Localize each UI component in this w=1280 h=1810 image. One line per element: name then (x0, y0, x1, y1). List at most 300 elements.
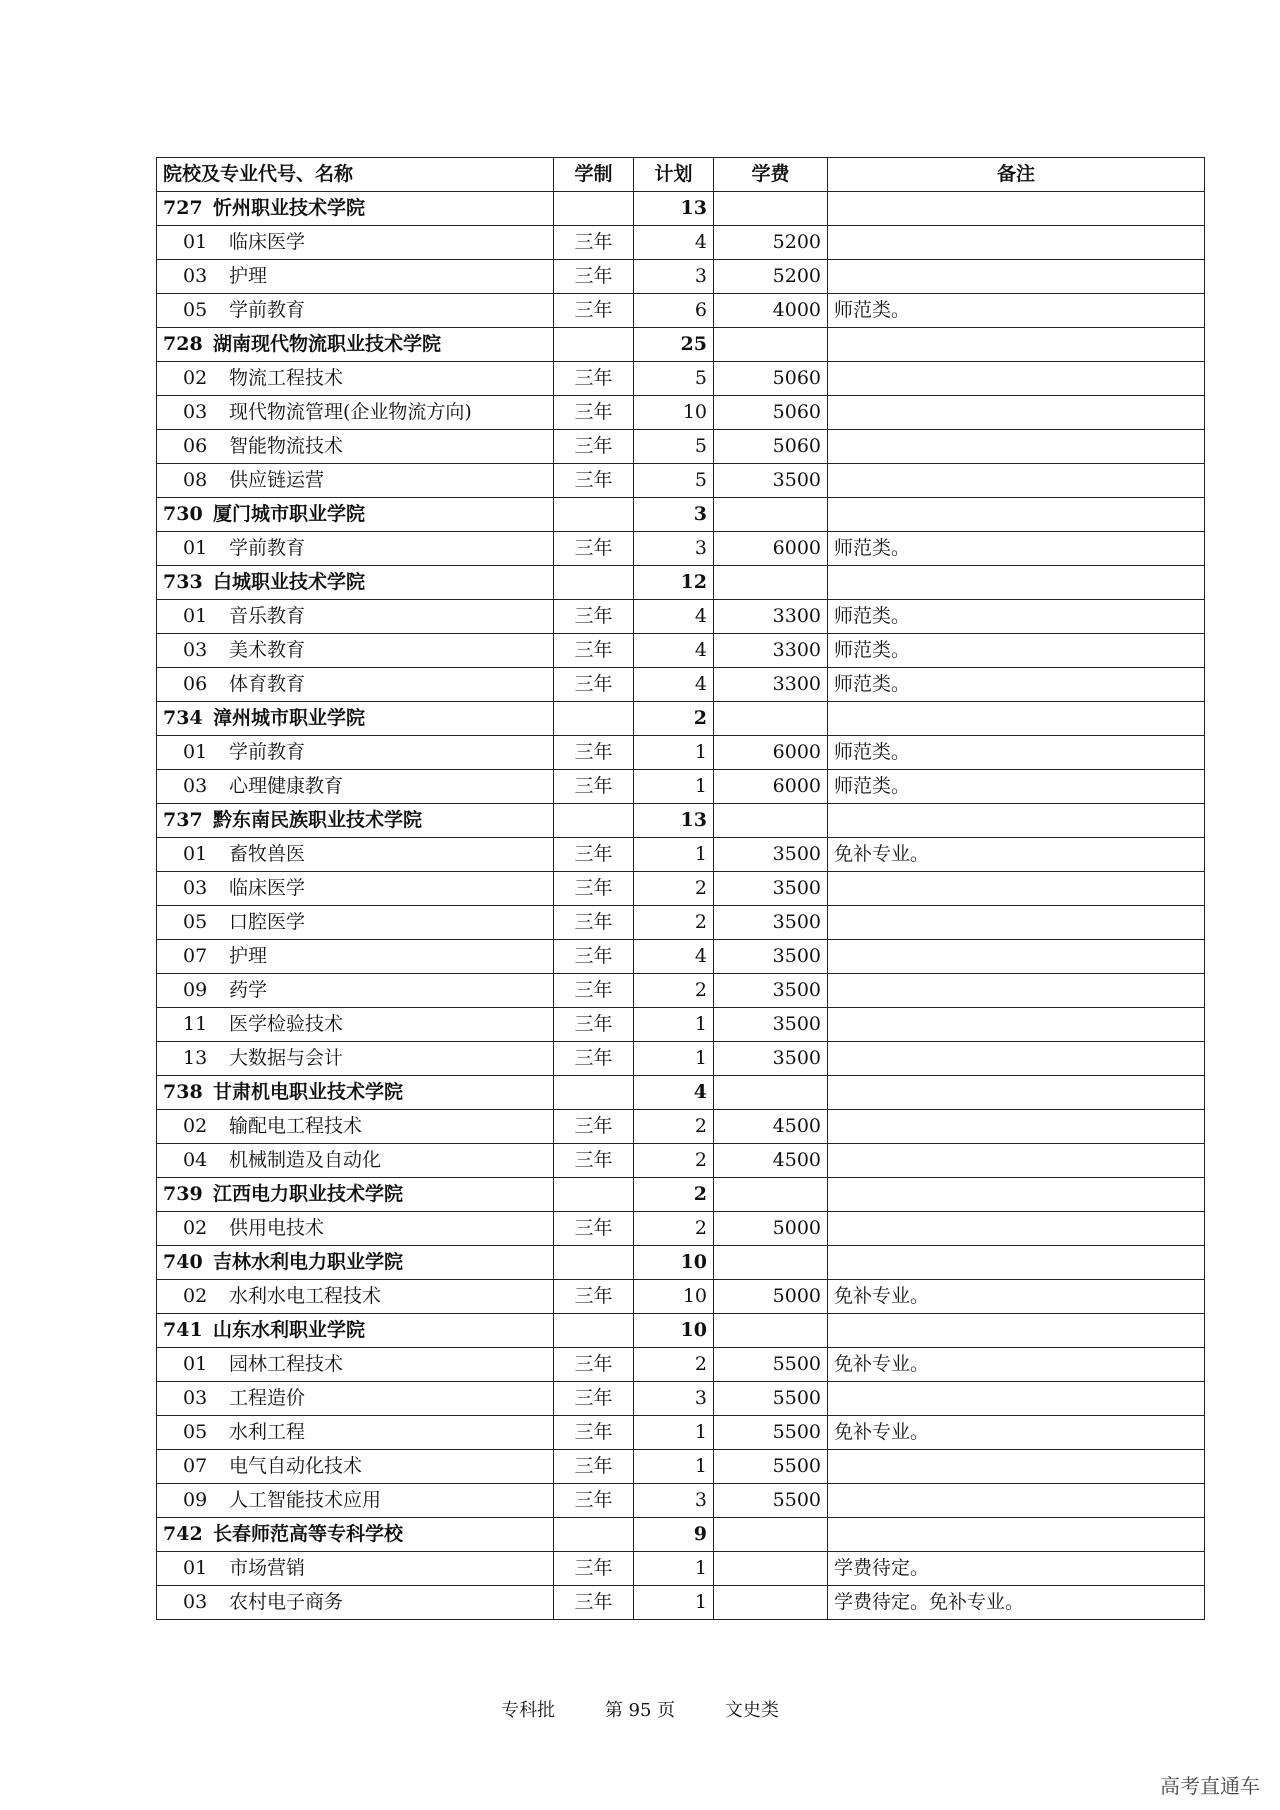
cell-name (157, 294, 554, 328)
footer-page: 第 95 页 (604, 1700, 676, 1721)
major-row (157, 1144, 1205, 1178)
major-name: 电气自动化技术 (229, 1455, 363, 1477)
cell-plan: 1 (634, 1586, 714, 1620)
major-row (157, 1110, 1205, 1144)
cell-length: 三年 (554, 1382, 634, 1416)
cell-plan: 1 (634, 1008, 714, 1042)
cell-length: 三年 (554, 1484, 634, 1518)
cell-name (157, 362, 554, 396)
cell-name (157, 1246, 554, 1280)
school-name: 厦门城市职业学院 (213, 503, 366, 525)
cell-note (828, 396, 1205, 430)
cell-name (157, 804, 554, 838)
cell-length: 三年 (554, 1552, 634, 1586)
cell-name (157, 668, 554, 702)
cell-plan: 2 (634, 1212, 714, 1246)
major-code: 13 (183, 1047, 208, 1069)
major-row (157, 736, 1205, 770)
cell-length (554, 566, 634, 600)
cell-length: 三年 (554, 226, 634, 260)
cell-name (157, 396, 554, 430)
cell-length: 三年 (554, 736, 634, 770)
major-code: 02 (183, 1217, 208, 1239)
cell-fee: 5500 (714, 1484, 828, 1518)
school-name: 甘肃机电职业技术学院 (213, 1081, 404, 1103)
major-name: 学前教育 (229, 741, 306, 763)
cell-length: 三年 (554, 1144, 634, 1178)
major-code: 01 (183, 231, 208, 253)
major-name: 畜牧兽医 (229, 843, 306, 865)
cell-fee: 5200 (714, 260, 828, 294)
cell-plan: 10 (634, 1280, 714, 1314)
major-code: 01 (183, 537, 208, 559)
cell-fee (714, 566, 828, 600)
cell-fee: 3500 (714, 464, 828, 498)
major-name: 音乐教育 (229, 605, 306, 627)
school-code: 742 (163, 1523, 203, 1545)
major-name: 口腔医学 (229, 911, 306, 933)
school-code: 727 (163, 197, 203, 219)
cell-plan: 9 (634, 1518, 714, 1552)
major-code: 05 (183, 911, 208, 933)
major-code: 03 (183, 639, 208, 661)
school-code: 728 (163, 333, 203, 355)
cell-fee: 3300 (714, 634, 828, 668)
cell-note: 免补专业。 (828, 838, 1205, 872)
cell-name (157, 702, 554, 736)
cell-note: 学费待定。免补专业。 (828, 1586, 1205, 1620)
cell-length (554, 702, 634, 736)
cell-fee: 5000 (714, 1280, 828, 1314)
major-name: 现代物流管理(企业物流方向) (229, 401, 472, 423)
cell-name (157, 328, 554, 362)
cell-plan: 1 (634, 1416, 714, 1450)
cell-note (828, 464, 1205, 498)
cell-note: 学费待定。 (828, 1552, 1205, 1586)
major-name: 农村电子商务 (229, 1591, 344, 1613)
cell-name (157, 1042, 554, 1076)
major-code: 01 (183, 741, 208, 763)
cell-length: 三年 (554, 1586, 634, 1620)
school-name: 忻州职业技术学院 (213, 197, 366, 219)
cell-name (157, 1518, 554, 1552)
school-name: 山东水利职业学院 (213, 1319, 366, 1341)
cell-length: 三年 (554, 1348, 634, 1382)
cell-length: 三年 (554, 532, 634, 566)
cell-note (828, 1484, 1205, 1518)
major-name: 美术教育 (229, 639, 306, 661)
cell-plan: 4 (634, 940, 714, 974)
cell-plan: 4 (634, 600, 714, 634)
cell-plan: 1 (634, 770, 714, 804)
cell-length (554, 1314, 634, 1348)
major-row (157, 362, 1205, 396)
major-row (157, 1008, 1205, 1042)
cell-length: 三年 (554, 600, 634, 634)
school-name: 黔东南民族职业技术学院 (213, 809, 423, 831)
major-name: 供用电技术 (229, 1217, 325, 1239)
cell-note (828, 1314, 1205, 1348)
cell-name (157, 1110, 554, 1144)
cell-note (828, 1382, 1205, 1416)
major-row (157, 1416, 1205, 1450)
major-name: 工程造价 (229, 1387, 306, 1409)
school-row (157, 566, 1205, 600)
major-name: 水利水电工程技术 (229, 1285, 382, 1307)
cell-note (828, 498, 1205, 532)
cell-length (554, 328, 634, 362)
major-name: 心理健康教育 (229, 775, 344, 797)
cell-plan: 2 (634, 1110, 714, 1144)
cell-note (828, 566, 1205, 600)
cell-name (157, 1212, 554, 1246)
cell-fee (714, 192, 828, 226)
cell-plan: 5 (634, 362, 714, 396)
cell-name (157, 974, 554, 1008)
header-note: 备注 (828, 158, 1205, 192)
school-code: 733 (163, 571, 203, 593)
cell-plan: 3 (634, 260, 714, 294)
cell-note (828, 362, 1205, 396)
enrollment-table (156, 157, 1205, 1620)
major-code: 02 (183, 1115, 208, 1137)
cell-note (828, 1518, 1205, 1552)
cell-plan: 1 (634, 736, 714, 770)
major-code: 05 (183, 1421, 208, 1443)
major-row (157, 634, 1205, 668)
cell-length: 三年 (554, 906, 634, 940)
cell-plan: 12 (634, 566, 714, 600)
cell-fee: 6000 (714, 532, 828, 566)
cell-note: 师范类。 (828, 736, 1205, 770)
cell-plan: 3 (634, 532, 714, 566)
cell-name (157, 260, 554, 294)
cell-note: 师范类。 (828, 770, 1205, 804)
cell-length: 三年 (554, 396, 634, 430)
cell-length: 三年 (554, 634, 634, 668)
cell-fee (714, 804, 828, 838)
footer-category: 文史类 (724, 1700, 779, 1721)
cell-plan: 2 (634, 974, 714, 1008)
cell-note (828, 804, 1205, 838)
cell-length: 三年 (554, 1042, 634, 1076)
major-row (157, 668, 1205, 702)
major-name: 市场营销 (229, 1557, 306, 1579)
major-row (157, 600, 1205, 634)
cell-plan: 1 (634, 1042, 714, 1076)
major-code: 02 (183, 367, 208, 389)
major-code: 03 (183, 265, 208, 287)
major-name: 药学 (229, 979, 268, 1001)
school-row (157, 702, 1205, 736)
cell-plan: 2 (634, 1348, 714, 1382)
cell-length (554, 498, 634, 532)
major-code: 09 (183, 979, 208, 1001)
cell-name (157, 1314, 554, 1348)
major-code: 05 (183, 299, 208, 321)
major-code: 03 (183, 877, 208, 899)
header-plan: 计划 (634, 158, 714, 192)
major-row (157, 430, 1205, 464)
major-code: 08 (183, 469, 208, 491)
cell-plan: 1 (634, 838, 714, 872)
major-row (157, 1042, 1205, 1076)
major-row (157, 226, 1205, 260)
cell-fee: 5500 (714, 1348, 828, 1382)
cell-fee: 5500 (714, 1382, 828, 1416)
cell-length: 三年 (554, 294, 634, 328)
school-row (157, 328, 1205, 362)
major-name: 大数据与会计 (229, 1047, 344, 1069)
major-code: 07 (183, 945, 208, 967)
cell-note (828, 702, 1205, 736)
cell-length: 三年 (554, 430, 634, 464)
cell-plan: 10 (634, 1246, 714, 1280)
cell-note (828, 430, 1205, 464)
page-footer (0, 1696, 1280, 1722)
major-name: 园林工程技术 (229, 1353, 344, 1375)
cell-length (554, 1178, 634, 1212)
cell-plan: 1 (634, 1552, 714, 1586)
school-code: 738 (163, 1081, 203, 1103)
cell-plan: 13 (634, 192, 714, 226)
cell-fee: 5200 (714, 226, 828, 260)
school-code: 730 (163, 503, 203, 525)
cell-name (157, 566, 554, 600)
cell-plan: 4 (634, 634, 714, 668)
school-name: 漳州城市职业学院 (213, 707, 366, 729)
cell-name (157, 1178, 554, 1212)
major-name: 智能物流技术 (229, 435, 344, 457)
cell-plan: 2 (634, 1178, 714, 1212)
cell-length (554, 1246, 634, 1280)
major-code: 06 (183, 435, 208, 457)
cell-name (157, 464, 554, 498)
cell-name (157, 498, 554, 532)
cell-length (554, 1518, 634, 1552)
major-row (157, 1450, 1205, 1484)
school-row (157, 192, 1205, 226)
major-name: 护理 (229, 265, 268, 287)
major-code: 03 (183, 401, 208, 423)
school-name: 湖南现代物流职业技术学院 (213, 333, 442, 355)
cell-name (157, 838, 554, 872)
cell-plan: 2 (634, 872, 714, 906)
school-code: 734 (163, 707, 203, 729)
school-code: 741 (163, 1319, 203, 1341)
cell-length: 三年 (554, 1008, 634, 1042)
cell-note (828, 1212, 1205, 1246)
cell-note (828, 328, 1205, 362)
major-code: 06 (183, 673, 208, 695)
cell-fee: 4000 (714, 294, 828, 328)
cell-fee (714, 1178, 828, 1212)
cell-note: 免补专业。 (828, 1416, 1205, 1450)
cell-name (157, 634, 554, 668)
major-row (157, 838, 1205, 872)
school-row (157, 498, 1205, 532)
cell-name (157, 226, 554, 260)
cell-name (157, 1008, 554, 1042)
major-row (157, 1552, 1205, 1586)
cell-fee: 3500 (714, 1008, 828, 1042)
cell-fee (714, 1518, 828, 1552)
cell-note (828, 1144, 1205, 1178)
cell-length: 三年 (554, 872, 634, 906)
major-code: 01 (183, 843, 208, 865)
major-row (157, 532, 1205, 566)
cell-plan: 25 (634, 328, 714, 362)
cell-fee: 3500 (714, 872, 828, 906)
cell-plan: 4 (634, 226, 714, 260)
major-row (157, 906, 1205, 940)
major-name: 人工智能技术应用 (229, 1489, 382, 1511)
header-name: 院校及专业代号、名称 (157, 158, 554, 192)
cell-plan: 13 (634, 804, 714, 838)
school-row (157, 1518, 1205, 1552)
cell-name (157, 192, 554, 226)
cell-note (828, 1042, 1205, 1076)
cell-fee (714, 1314, 828, 1348)
cell-plan: 2 (634, 702, 714, 736)
major-name: 输配电工程技术 (229, 1115, 363, 1137)
major-row (157, 464, 1205, 498)
table-header-row (157, 158, 1205, 192)
cell-note: 免补专业。 (828, 1280, 1205, 1314)
school-row (157, 804, 1205, 838)
cell-fee (714, 498, 828, 532)
cell-length: 三年 (554, 838, 634, 872)
table-body (157, 192, 1205, 1620)
cell-note (828, 906, 1205, 940)
cell-name (157, 1450, 554, 1484)
cell-fee: 3300 (714, 668, 828, 702)
cell-plan: 3 (634, 498, 714, 532)
cell-plan: 5 (634, 430, 714, 464)
cell-note (828, 1008, 1205, 1042)
cell-length (554, 804, 634, 838)
cell-fee: 3300 (714, 600, 828, 634)
major-code: 03 (183, 775, 208, 797)
major-name: 体育教育 (229, 673, 306, 695)
major-code: 01 (183, 1557, 208, 1579)
major-code: 03 (183, 1591, 208, 1613)
school-row (157, 1246, 1205, 1280)
major-name: 临床医学 (229, 231, 306, 253)
cell-length: 三年 (554, 1450, 634, 1484)
major-row (157, 1280, 1205, 1314)
cell-length (554, 1076, 634, 1110)
major-code: 07 (183, 1455, 208, 1477)
cell-name (157, 1280, 554, 1314)
major-row (157, 1382, 1205, 1416)
major-code: 09 (183, 1489, 208, 1511)
cell-note (828, 1178, 1205, 1212)
cell-name (157, 1586, 554, 1620)
cell-plan: 1 (634, 1450, 714, 1484)
cell-name (157, 600, 554, 634)
major-code: 01 (183, 1353, 208, 1375)
cell-length: 三年 (554, 1110, 634, 1144)
major-name: 水利工程 (229, 1421, 306, 1443)
cell-fee (714, 328, 828, 362)
major-code: 04 (183, 1149, 208, 1171)
major-name: 学前教育 (229, 299, 306, 321)
header-length: 学制 (554, 158, 634, 192)
major-name: 临床医学 (229, 877, 306, 899)
major-row (157, 294, 1205, 328)
major-code: 03 (183, 1387, 208, 1409)
cell-name (157, 1382, 554, 1416)
cell-length: 三年 (554, 974, 634, 1008)
cell-name (157, 1484, 554, 1518)
cell-fee: 3500 (714, 906, 828, 940)
cell-note (828, 260, 1205, 294)
major-row (157, 974, 1205, 1008)
cell-plan: 3 (634, 1484, 714, 1518)
school-name: 长春师范高等专科学校 (213, 1523, 404, 1545)
major-row (157, 260, 1205, 294)
cell-fee (714, 1552, 828, 1586)
major-row (157, 1348, 1205, 1382)
cell-note (828, 1076, 1205, 1110)
cell-plan: 2 (634, 906, 714, 940)
school-row (157, 1178, 1205, 1212)
cell-name (157, 532, 554, 566)
major-row (157, 770, 1205, 804)
cell-fee: 5060 (714, 430, 828, 464)
cell-length: 三年 (554, 770, 634, 804)
cell-length: 三年 (554, 260, 634, 294)
cell-name (157, 770, 554, 804)
cell-name (157, 1416, 554, 1450)
cell-note (828, 974, 1205, 1008)
cell-length: 三年 (554, 464, 634, 498)
cell-fee (714, 1246, 828, 1280)
major-name: 物流工程技术 (229, 367, 344, 389)
major-row (157, 396, 1205, 430)
cell-note (828, 1246, 1205, 1280)
cell-length: 三年 (554, 1416, 634, 1450)
cell-fee: 5500 (714, 1416, 828, 1450)
major-code: 02 (183, 1285, 208, 1307)
cell-note (828, 192, 1205, 226)
major-name: 机械制造及自动化 (229, 1149, 382, 1171)
cell-length (554, 192, 634, 226)
cell-plan: 10 (634, 1314, 714, 1348)
major-row (157, 1484, 1205, 1518)
major-row (157, 940, 1205, 974)
cell-name (157, 1552, 554, 1586)
cell-note: 师范类。 (828, 634, 1205, 668)
cell-plan: 4 (634, 668, 714, 702)
footer-batch: 专科批 (501, 1700, 556, 1721)
school-code: 740 (163, 1251, 203, 1273)
cell-length: 三年 (554, 362, 634, 396)
cell-fee: 3500 (714, 974, 828, 1008)
school-name: 白城职业技术学院 (213, 571, 366, 593)
cell-fee (714, 1586, 828, 1620)
cell-note (828, 226, 1205, 260)
cell-plan: 10 (634, 396, 714, 430)
cell-plan: 2 (634, 1144, 714, 1178)
school-row (157, 1314, 1205, 1348)
cell-fee: 5060 (714, 362, 828, 396)
cell-note (828, 940, 1205, 974)
cell-note (828, 1450, 1205, 1484)
cell-length: 三年 (554, 940, 634, 974)
major-name: 学前教育 (229, 537, 306, 559)
